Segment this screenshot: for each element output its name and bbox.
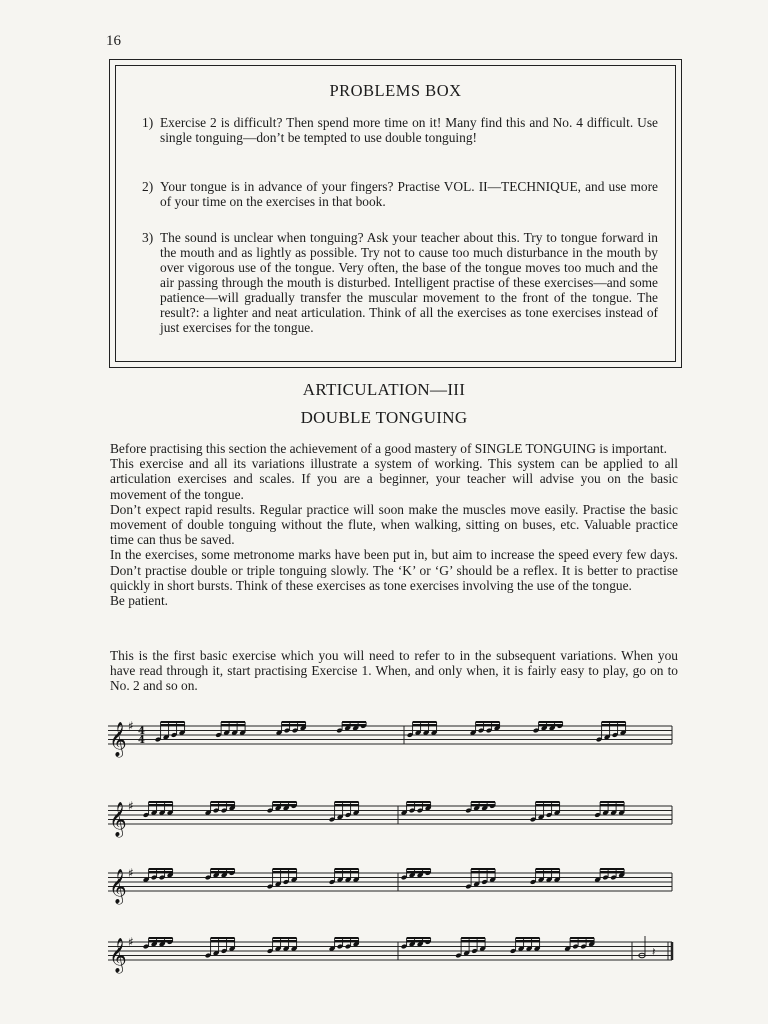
music-staff-3 bbox=[0, 859, 768, 907]
intro-paragraph: In the exercises, some metronome marks have been put in, but aim to increase the speed every few days. Don’t practise double or triple tonguing slowly. The ‘K’ or ‘G’ should be a reflex. It is better to practise quickly in short bursts. Think of these exercises as tone exercises involving the use of the tongue. bbox=[110, 547, 678, 593]
problems-box bbox=[109, 59, 682, 368]
intro-paragraph: Don’t expect rapid results. Regular practice will soon make the muscles move easily. Practise the basic movement of double tonguing without the flute, when walking, sitting on buses, etc. Valuable practice time can thus be saved. bbox=[110, 501, 678, 548]
rest-icon: 𝄽 bbox=[652, 945, 656, 959]
time-signature-top: 4 bbox=[138, 726, 145, 737]
problem-number: 2) bbox=[142, 179, 154, 194]
section-subtitle: DOUBLE TONGUING bbox=[300, 408, 468, 427]
sharp-icon: ♯ bbox=[128, 866, 134, 881]
staff-2-notation bbox=[0, 792, 768, 840]
problem-number: 3) bbox=[142, 230, 154, 245]
problem-item-3 bbox=[142, 230, 658, 335]
exercise-intro bbox=[110, 648, 678, 694]
problem-item-1 bbox=[142, 115, 658, 145]
sharp-icon: ♯ bbox=[128, 799, 134, 814]
page-number: 16 bbox=[106, 33, 121, 49]
problem-text: Your tongue is in advance of your fingers? Practise VOL. II—TECHNIQUE, and use more of your time on the exercises in that book. bbox=[160, 179, 658, 209]
intro-paragraph: Before practising this section the achievement of a good mastery of SINGLE TONGUING is important. bbox=[110, 441, 667, 456]
problem-item-2 bbox=[142, 179, 658, 209]
staff-3-notation bbox=[0, 859, 768, 907]
treble-clef-icon: 𝄞 bbox=[109, 938, 127, 973]
exercise-intro-paragraph: This is the first basic exercise which you will need to refer to in the subsequent variations. When you have read through it, start practising Exercise 1. When, and only when, it is fairly easy to play, go on to No. 2 and so on. bbox=[110, 648, 678, 694]
treble-clef-icon: 𝄞 bbox=[109, 869, 127, 904]
music-staff-2 bbox=[0, 792, 768, 840]
music-staff-1 bbox=[0, 712, 768, 760]
intro-paragraph: Be patient. bbox=[110, 593, 169, 609]
problem-text: Exercise 2 is difficult? Then spend more time on it! Many find this and No. 4 difficult. Use single tonguing—don’t be tempted to use double tonguing! bbox=[160, 115, 658, 145]
treble-clef-icon: 𝄞 bbox=[109, 802, 127, 837]
treble-clef-icon: 𝄞 bbox=[109, 722, 127, 757]
time-signature-bottom: 4 bbox=[138, 735, 145, 746]
music-staff-4 bbox=[0, 928, 768, 976]
section-title: ARTICULATION—III bbox=[302, 380, 466, 399]
problems-box-inner-frame bbox=[115, 65, 676, 362]
problems-box-title: PROBLEMS BOX bbox=[329, 81, 462, 100]
problem-number: 1) bbox=[142, 115, 154, 130]
sharp-icon: ♯ bbox=[128, 935, 134, 950]
sharp-icon: ♯ bbox=[128, 719, 134, 734]
staff-1-notation bbox=[0, 712, 768, 760]
intro-text bbox=[110, 441, 678, 608]
problem-text: The sound is unclear when tonguing? Ask your teacher about this. Try to tongue forward in the mouth and as lightly as possible. Try not to cause too much disturbance in the mouth by over vigorous use of the tongue. Very often, the base of the tongue moves too much and the air passing through the mouth is disturbed. Intelligent practise of these exercises—and some patience—will gradually transfer the muscular movement to the front of the tongue. The result?: a lighter and neat articulation. Think of all the exercises as tone exercises instead of just exercises for the tongue. bbox=[160, 230, 658, 335]
intro-paragraph: This exercise and all its variations illustrate a system of working. This system can be applied to all articulation exercises and scales. If you are a beginner, your teacher will advise you on the basic movement of the tongue. bbox=[110, 456, 678, 502]
staff-4-notation bbox=[0, 928, 768, 976]
